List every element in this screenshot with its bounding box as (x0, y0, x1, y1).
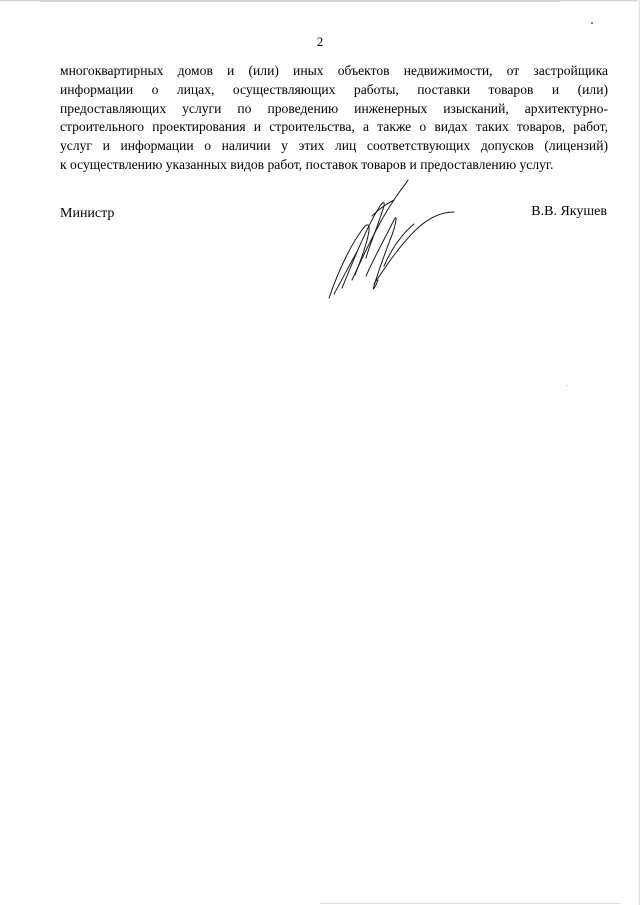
handwritten-signature (322, 176, 462, 301)
signatory-name: В.В. Якушев (531, 204, 607, 219)
body-line: к осуществлению указанных видов работ, поставок товаров и предоставлению услуг. (60, 156, 554, 172)
scan-line-top (40, 1, 560, 2)
scan-speck (567, 385, 568, 386)
body-line: информации о лицах, осуществляющих работы, поставки товаров и (или) (60, 81, 608, 97)
signatory-role: Министр (60, 206, 115, 221)
body-line: услуг и информации о наличии у этих лиц соответствующих допусков (лицензий) (60, 138, 608, 154)
body-line: предоставляющих услуги по проведению инженерных изысканий, архитектурно- (60, 100, 608, 116)
scan-line-bottom (320, 903, 620, 904)
body-line: строительного проектирования и строительства, а также о видах таких товаров, работ, (60, 119, 608, 135)
body-paragraph (60, 62, 608, 175)
page-number: 2 (316, 34, 324, 49)
body-line: многоквартирных домов и (или) иных объектов недвижимости, от застройщика (60, 63, 608, 78)
scan-speck (591, 22, 593, 24)
